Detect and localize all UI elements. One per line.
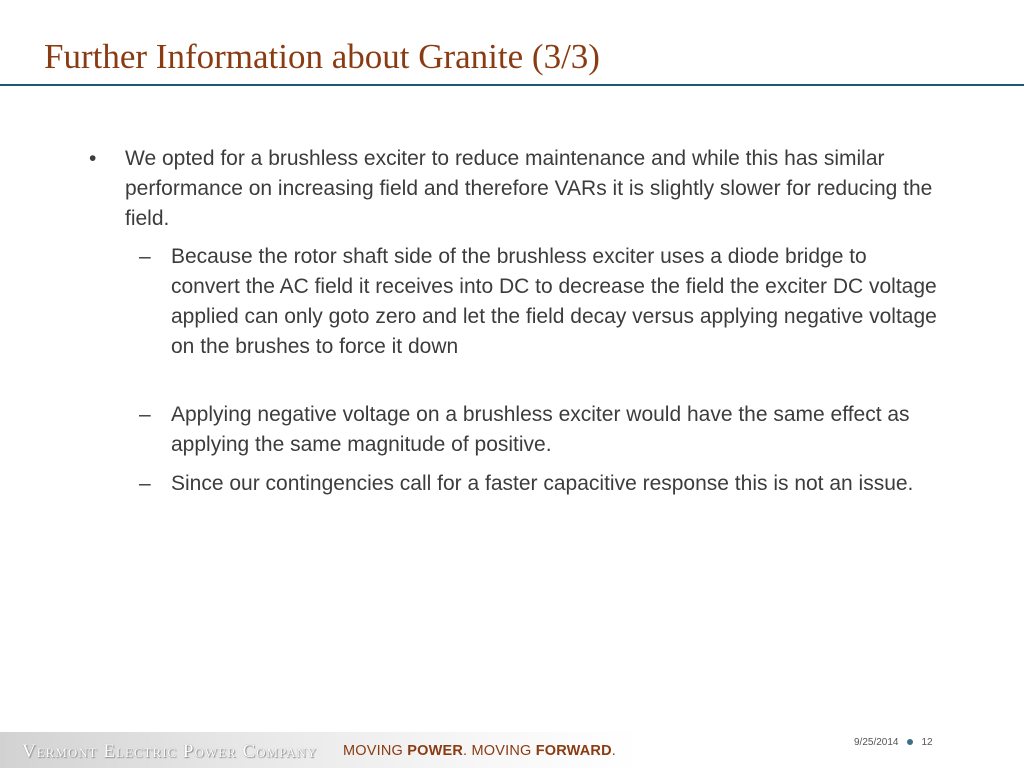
slogan-text: . bbox=[611, 743, 617, 759]
sub-bullet-marker: – bbox=[139, 403, 151, 426]
company-name: Vermont Electric Power Company bbox=[22, 741, 318, 762]
slogan-text: . MOVING bbox=[463, 743, 536, 759]
sub-bullet-marker: – bbox=[139, 472, 151, 495]
slide-number: 12 bbox=[921, 737, 933, 748]
slide-title: Further Information about Granite (3/3) bbox=[44, 37, 600, 76]
bullet-item: We opted for a brushless exciter to reduce maintenance and while this has similar performance on increasing field and therefore VARs it is slightly slower for reducing the field. bbox=[125, 147, 933, 230]
separator-dot-icon bbox=[907, 739, 913, 745]
slogan-text-bold: POWER bbox=[407, 743, 464, 759]
slide-date: 9/25/2014 bbox=[854, 737, 899, 748]
sub-bullet-marker: – bbox=[139, 245, 151, 268]
slogan-text-bold: FORWARD bbox=[535, 743, 612, 759]
sub-bullet-item: Since our contingencies call for a faster capacitive response this is not an issue. bbox=[171, 472, 914, 495]
company-slogan bbox=[343, 743, 616, 759]
slogan-text: MOVING bbox=[343, 743, 408, 759]
sub-bullet-item: Applying negative voltage on a brushless exciter would have the same effect as applying the same magnitude of positive. bbox=[171, 403, 910, 456]
sub-bullet-item: Because the rotor shaft side of the brushless exciter uses a diode bridge to convert the AC field it receives into DC to decrease the field the exciter DC voltage applied can only goto zero and let the field decay versus applying negative voltage on the brushes to force it down bbox=[171, 245, 937, 358]
bullet-marker: • bbox=[89, 147, 97, 170]
slide-meta bbox=[854, 737, 933, 748]
